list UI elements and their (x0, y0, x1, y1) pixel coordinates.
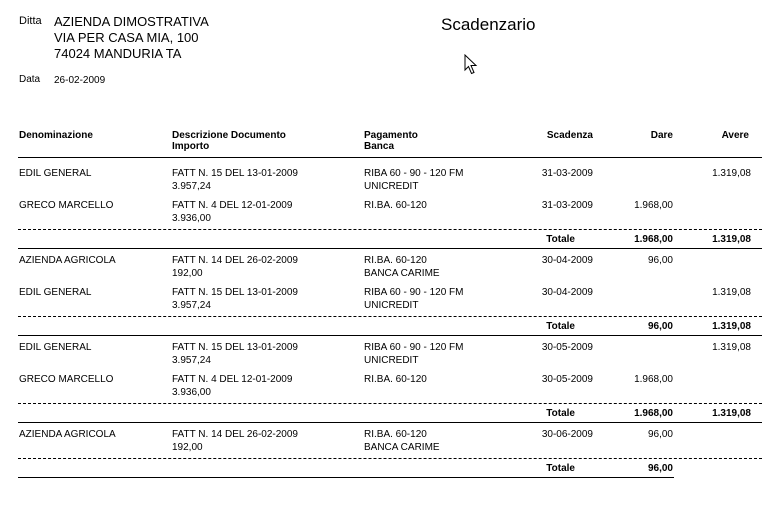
cell-documento: FATT N. 14 DEL 26-02-2009 (172, 429, 298, 440)
total-underline (18, 422, 762, 423)
total-row (0, 233, 778, 249)
total-dare: 96,00 (647, 321, 673, 332)
group-divider (18, 403, 762, 404)
cell-scadenza: 30-05-2009 (541, 342, 593, 353)
cell-pagamento: RIBA 60 - 90 - 120 FM (364, 287, 464, 298)
cell-importo: 192,00 (172, 442, 203, 453)
col-banca: Banca (364, 141, 395, 152)
cell-importo: 3.957,24 (172, 355, 211, 366)
cell-pagamento: RI.BA. 60-120 (364, 374, 427, 385)
cell-documento: FATT N. 15 DEL 13-01-2009 (172, 168, 298, 179)
cell-scadenza: 30-06-2009 (541, 429, 593, 440)
cell-banca: UNICREDIT (364, 181, 419, 192)
table-row (0, 286, 778, 316)
total-label: Totale (546, 321, 575, 332)
cell-banca: BANCA CARIME (364, 268, 440, 279)
company-city: 74024 MANDURIA TA (54, 46, 182, 61)
cell-dare: 96,00 (647, 255, 673, 266)
table-row (0, 254, 778, 284)
cell-pagamento: RIBA 60 - 90 - 120 FM (364, 168, 464, 179)
cell-banca: BANCA CARIME (364, 442, 440, 453)
cell-avere: 1.319,08 (712, 342, 751, 353)
header-divider (18, 157, 762, 158)
cell-denominazione: EDIL GENERAL (19, 287, 92, 298)
table-row (0, 341, 778, 371)
company-address: VIA PER CASA MIA, 100 (54, 30, 199, 45)
cell-importo: 3.936,00 (172, 213, 211, 224)
cell-denominazione: AZIENDA AGRICOLA (19, 255, 116, 266)
table-row (0, 167, 778, 197)
company-name: AZIENDA DIMOSTRATIVA (54, 14, 209, 29)
col-pagamento: Pagamento (364, 130, 418, 141)
report-date: 26-02-2009 (54, 75, 106, 86)
table-row (0, 428, 778, 458)
group-divider (18, 458, 762, 459)
col-avere: Avere (721, 130, 749, 141)
cell-pagamento: RI.BA. 60-120 (364, 429, 427, 440)
cell-denominazione: GRECO MARCELLO (19, 374, 114, 385)
cell-scadenza: 31-03-2009 (541, 168, 593, 179)
cell-importo: 3.957,24 (172, 300, 211, 311)
total-label: Totale (546, 408, 575, 419)
ditta-label: Ditta (19, 15, 42, 27)
total-dare: 1.968,00 (634, 408, 673, 419)
total-label: Totale (546, 234, 575, 245)
cell-dare: 1.968,00 (634, 200, 673, 211)
cell-dare: 96,00 (647, 429, 673, 440)
cell-documento: FATT N. 4 DEL 12-01-2009 (172, 374, 293, 385)
cell-avere: 1.319,08 (712, 168, 751, 179)
cell-pagamento: RI.BA. 60-120 (364, 255, 427, 266)
total-avere: 1.319,08 (712, 408, 751, 419)
cell-documento: FATT N. 14 DEL 26-02-2009 (172, 255, 298, 266)
cell-scadenza: 30-04-2009 (541, 287, 593, 298)
data-label: Data (19, 74, 41, 85)
total-row (0, 407, 778, 423)
group-divider (18, 229, 762, 230)
col-descrizione: Descrizione Documento (172, 130, 286, 141)
cell-banca: UNICREDIT (364, 355, 419, 366)
cell-avere: 1.319,08 (712, 287, 751, 298)
mouse-pointer-icon (464, 54, 478, 76)
group-divider (18, 316, 762, 317)
total-underline (18, 477, 674, 478)
cell-scadenza: 30-04-2009 (541, 255, 593, 266)
col-denominazione: Denominazione (19, 130, 93, 141)
cell-scadenza: 31-03-2009 (541, 200, 593, 211)
cell-importo: 192,00 (172, 268, 203, 279)
total-dare: 96,00 (647, 463, 673, 474)
cell-importo: 3.936,00 (172, 387, 211, 398)
cell-documento: FATT N. 15 DEL 13-01-2009 (172, 342, 298, 353)
col-dare: Dare (650, 130, 673, 141)
col-importo: Importo (172, 141, 210, 152)
table-row (0, 199, 778, 229)
cell-importo: 3.957,24 (172, 181, 211, 192)
cell-pagamento: RI.BA. 60-120 (364, 200, 427, 211)
cell-pagamento: RIBA 60 - 90 - 120 FM (364, 342, 464, 353)
col-scadenza: Scadenza (546, 130, 593, 141)
cell-denominazione: AZIENDA AGRICOLA (19, 429, 116, 440)
cell-denominazione: GRECO MARCELLO (19, 200, 114, 211)
total-avere: 1.319,08 (712, 234, 751, 245)
cell-scadenza: 30-05-2009 (541, 374, 593, 385)
page-title: Scadenzario (441, 15, 536, 34)
total-dare: 1.968,00 (634, 234, 673, 245)
total-avere: 1.319,08 (712, 321, 751, 332)
cell-documento: FATT N. 15 DEL 13-01-2009 (172, 287, 298, 298)
total-row (0, 320, 778, 336)
cell-dare: 1.968,00 (634, 374, 673, 385)
total-row (0, 462, 778, 478)
table-row (0, 373, 778, 403)
cell-banca: UNICREDIT (364, 300, 419, 311)
total-underline (18, 335, 762, 336)
cell-denominazione: EDIL GENERAL (19, 168, 92, 179)
total-underline (18, 248, 762, 249)
cell-denominazione: EDIL GENERAL (19, 342, 92, 353)
cell-documento: FATT N. 4 DEL 12-01-2009 (172, 200, 293, 211)
total-label: Totale (546, 463, 575, 474)
